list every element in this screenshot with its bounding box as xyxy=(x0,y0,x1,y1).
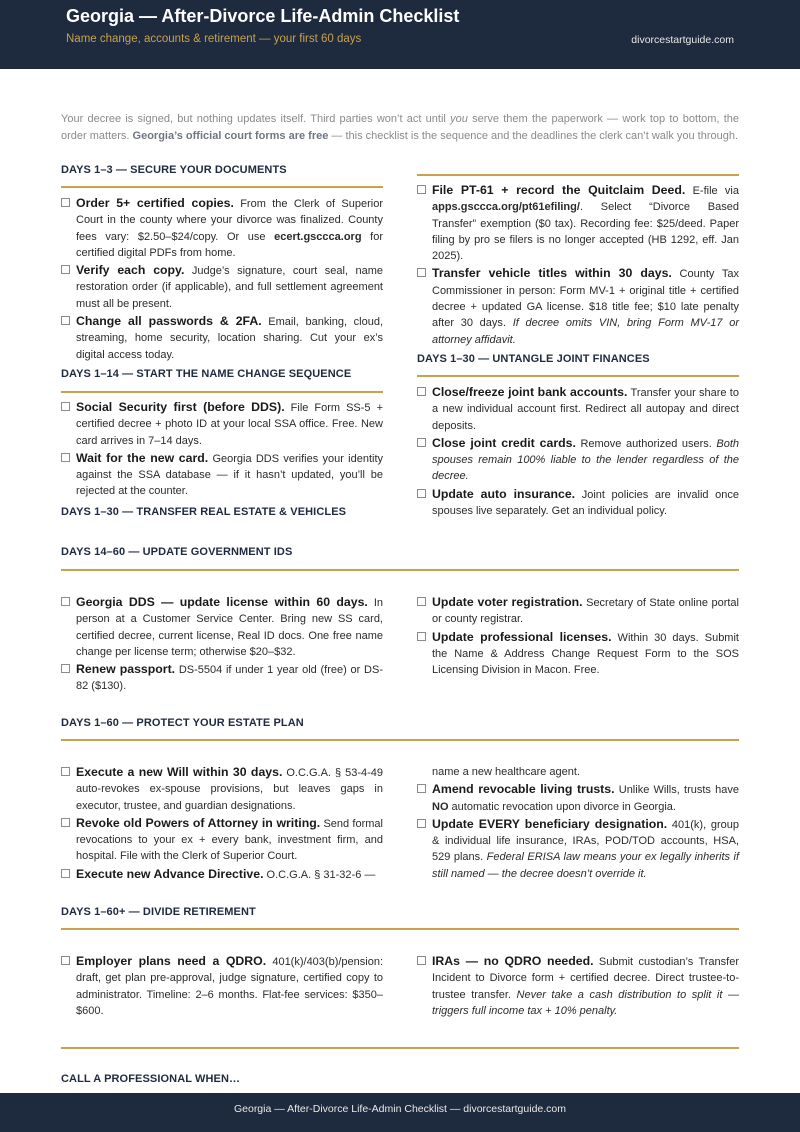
checkbox[interactable] xyxy=(61,767,70,776)
section-heading-call-professional: CALL A PROFESSIONAL WHEN… xyxy=(61,1073,241,1085)
checkbox[interactable] xyxy=(417,185,426,194)
section-divider xyxy=(61,1047,739,1049)
footer-text: Georgia — After-Divorce Life-Admin Checklist — divorcestartguide.com xyxy=(233,1103,567,1115)
section-heading-secure-documents: DAYS 1–3 — SECURE YOUR DOCUMENTS xyxy=(61,164,287,176)
checkbox[interactable] xyxy=(61,869,70,878)
checkbox[interactable] xyxy=(61,402,70,411)
item-text: O.C.G.A. § 53-4-49 auto-revokes ex-spouse provisions, but leaves gaps in executor, trustee, and guardian designations. xyxy=(76,767,383,812)
item-text: Send formal revocations to your ex + every bank, investment firm, and hospital. File with the Clerk of Superior Court. xyxy=(76,817,383,863)
section-government-ids-left xyxy=(61,594,383,696)
checkbox[interactable] xyxy=(61,316,70,325)
section-divider xyxy=(61,739,739,741)
checklist-item[interactable] xyxy=(417,182,739,264)
item-lead: Order 5+ certified copies. xyxy=(76,196,234,210)
section-divider xyxy=(417,375,739,377)
checklist-item[interactable] xyxy=(417,384,739,434)
checklist-item[interactable] xyxy=(61,815,383,865)
checkbox[interactable] xyxy=(61,597,70,606)
section-retirement-right xyxy=(417,953,739,1020)
item-text: In person at a Customer Service Center. Bring new SS card, certified decree, current license, Real ID docs. One free name change per license term; otherwise $20–$32. xyxy=(76,597,383,658)
page-title: Georgia — After-Divorce Life-Admin Checklist xyxy=(66,6,460,26)
item-text: County Tax Commissioner in person: Form MV-1 + original title + certified decree + updated GA license. $18 title fee; $10 late penalty after 30 days. xyxy=(432,268,740,330)
checkbox[interactable] xyxy=(417,489,426,498)
section-heading-retirement: DAYS 1–60+ — DIVIDE RETIREMENT xyxy=(61,906,256,918)
item-text: Within 30 days. Submit the Name & Address Change Request Form to the SOS Licensing Division in Macon. Free. xyxy=(432,631,739,677)
section-real-estate xyxy=(417,182,739,349)
intro-emphasis: you xyxy=(450,113,468,125)
checkbox[interactable] xyxy=(417,597,426,606)
item-lead: Close joint credit cards. xyxy=(432,435,576,450)
item-note: Federal ERISA law means your ex legally inherits if still named — the decree doesn’t override it. xyxy=(432,851,739,880)
item-lead: IRAs — no QDRO needed. xyxy=(432,954,594,968)
checkbox[interactable] xyxy=(417,956,426,965)
item-lead: Amend revocable living trusts. xyxy=(432,782,615,797)
item-text: Remove authorized users. xyxy=(575,437,717,450)
item-text: 401(k)/403(b)/pension: draft, get plan pre-approval, judge signature, certified copy to administrator. Timeline: 2–6 months. Flat-fee services: $350–$600. xyxy=(76,956,384,1017)
item-text: E-file via xyxy=(685,185,739,197)
checklist-item[interactable] xyxy=(61,195,383,261)
checkbox[interactable] xyxy=(61,265,70,274)
section-heading-real-estate: DAYS 1–30 — TRANSFER REAL ESTATE & VEHICLES xyxy=(61,506,347,518)
checkbox[interactable] xyxy=(61,453,70,462)
checklist-item[interactable] xyxy=(61,399,383,449)
item-lead: Execute new Advance Directive. xyxy=(76,866,264,881)
item-text: O.C.G.A. § 31-32-6 — xyxy=(263,868,376,881)
intro-text: — this checklist is the sequence and the deadlines the clerk can’t walk you through. xyxy=(328,129,739,142)
section-joint-finances xyxy=(417,384,739,520)
item-text: . Select “Divorce Based Transfer” exemption ($0 tax). Recording fee: $25/deed. Paper filing by pro se filers is no longer accepted (HB 1292, eff. Jan 2025). xyxy=(432,201,739,263)
item-lead: Change all passwords & 2FA. xyxy=(76,314,262,329)
checklist-item[interactable] xyxy=(61,764,383,814)
checklist-item[interactable] xyxy=(417,594,739,628)
section-government-ids-right xyxy=(417,594,739,679)
item-lead: File PT-61 + record the Quitclaim Deed. xyxy=(432,183,686,197)
checkbox[interactable] xyxy=(417,632,426,641)
checklist-item[interactable] xyxy=(61,953,383,1019)
checklist-item[interactable] xyxy=(417,816,739,882)
checklist-item[interactable] xyxy=(417,435,739,485)
checkbox[interactable] xyxy=(417,784,426,793)
item-text: From the Clerk of Superior Court in the county where your divorce was finalized. County fees vary: $2.50–$24/copy. Or use xyxy=(76,198,383,243)
item-bold: ecert.gsccca.org xyxy=(274,230,362,243)
intro-strong: Georgia’s official court forms are free xyxy=(132,129,329,142)
checkbox[interactable] xyxy=(61,198,70,207)
checklist-item-continued xyxy=(417,764,739,780)
site-url: divorcestartguide.com xyxy=(631,34,734,46)
section-heading-estate-plan: DAYS 1–60 — PROTECT YOUR ESTATE PLAN xyxy=(61,717,304,729)
item-lead: Update EVERY beneficiary designation. xyxy=(432,816,668,831)
checklist-item[interactable] xyxy=(61,594,383,660)
checkbox[interactable] xyxy=(417,387,426,396)
page-footer xyxy=(0,1093,800,1132)
checkbox[interactable] xyxy=(61,956,70,965)
section-estate-plan-left xyxy=(61,764,383,884)
checkbox[interactable] xyxy=(61,664,70,673)
section-divider xyxy=(61,569,739,571)
checkbox[interactable] xyxy=(61,818,70,827)
checkbox[interactable] xyxy=(417,268,426,277)
checklist-item[interactable] xyxy=(61,661,383,695)
item-text: Unlike Wills, trusts have xyxy=(614,784,739,797)
section-secure-documents xyxy=(61,195,383,364)
item-lead: Verify each copy. xyxy=(76,263,185,278)
checkbox[interactable] xyxy=(417,819,426,828)
item-text: Judge’s signature, court seal, name restoration order (if applicable), and full settlement agreement must all be present. xyxy=(76,265,383,310)
section-divider xyxy=(417,174,739,176)
item-lead: Renew passport. xyxy=(76,662,176,677)
checklist-item[interactable] xyxy=(61,313,383,363)
item-lead: Wait for the new card. xyxy=(76,450,209,465)
item-note: Never take a cash distribution to split it — triggers full income tax + 10% penalty. xyxy=(432,988,739,1017)
item-lead: Social Security first (before DDS). xyxy=(76,400,285,414)
section-divider xyxy=(61,186,383,188)
item-note: If decree omits VIN, bring Form MV-17 or attorney affidavit. xyxy=(432,317,739,346)
checklist-item[interactable] xyxy=(417,265,739,347)
item-lead: Update voter registration. xyxy=(432,595,583,609)
checklist-item[interactable] xyxy=(61,262,383,312)
item-text: name a new healthcare agent. xyxy=(432,766,580,778)
checklist-item[interactable] xyxy=(417,486,739,520)
item-lead: Transfer vehicle titles within 30 days. xyxy=(432,266,672,281)
section-heading-name-change: DAYS 1–14 — START THE NAME CHANGE SEQUENCE xyxy=(61,368,352,380)
item-bold: apps.gsccca.org/pt61efiling/ xyxy=(432,201,580,214)
checklist-item[interactable] xyxy=(61,866,383,883)
checklist-item[interactable] xyxy=(61,450,383,500)
item-lead: Execute a new Will within 30 days. xyxy=(76,765,283,779)
item-text: Submit custodian’s Transfer Incident to Divorce form + certified decree. Direct trustee-to-trustee transfer. xyxy=(432,956,739,1001)
item-text: for certified digital PDFs from home. xyxy=(76,230,383,259)
item-lead: Close/freeze joint bank accounts. xyxy=(432,385,628,399)
checklist-item[interactable] xyxy=(417,953,739,1019)
item-text: Email, banking, cloud, streaming, home security, location sharing. Cut your ex’s digital access today. xyxy=(76,316,384,361)
section-heading-government-ids: DAYS 14–60 — UPDATE GOVERNMENT IDS xyxy=(61,546,293,558)
item-bold: NO xyxy=(432,800,449,813)
item-lead: Update auto insurance. xyxy=(432,486,576,501)
item-text: automatic revocation upon divorce in Georgia. xyxy=(448,800,676,813)
item-lead: Georgia DDS — update license within 60 days. xyxy=(76,595,368,609)
page-subtitle: Name change, accounts & retirement — your first 60 days xyxy=(66,33,362,45)
section-heading-joint-finances: DAYS 1–30 — UNTANGLE JOINT FINANCES xyxy=(417,353,650,365)
item-text: Joint policies are invalid once spouses live separately. Get an individual policy. xyxy=(432,488,739,518)
intro-text: serve them the paperwork — work top to bottom, the order matters. xyxy=(61,113,739,142)
item-text: Transfer your share to a new individual account first. Redirect all autopay and direct deposits. xyxy=(432,387,739,432)
section-divider xyxy=(61,928,739,930)
intro-paragraph xyxy=(61,111,739,144)
checklist-item[interactable] xyxy=(417,781,739,815)
item-lead: Revoke old Powers of Attorney in writing. xyxy=(76,815,321,830)
checklist-item[interactable] xyxy=(417,629,739,679)
checkbox[interactable] xyxy=(417,438,426,447)
section-estate-plan-right xyxy=(417,764,739,883)
item-text: File Form SS-5 + certified decree + photo ID at your local SSA office. Free. New card arrives in 7–14 days. xyxy=(76,402,383,447)
item-lead: Employer plans need a QDRO. xyxy=(76,954,267,968)
item-note: Both spouses remain 100% liable to the lender regardless of the decree. xyxy=(432,437,740,483)
item-text: Secretary of State online portal or county registrar. xyxy=(432,597,739,626)
section-name-change xyxy=(61,399,383,501)
item-text: DS-5504 if under 1 year old (free) or DS-82 ($130). xyxy=(76,664,383,693)
page-header xyxy=(0,0,800,69)
section-retirement-left xyxy=(61,953,383,1020)
section-divider xyxy=(61,391,383,393)
item-text: Georgia DDS verifies your identity against the SSA database — if it hasn’t updated, you’ll be rejected at the counter. xyxy=(76,452,384,498)
item-lead: Update professional licenses. xyxy=(432,629,612,644)
intro-text: Your decree is signed, but nothing updates itself. Third parties won’t act until xyxy=(61,113,451,125)
item-text: 401(k), group & individual life insurance, IRAs, POD/TOD accounts, HSA, 529 plans. xyxy=(432,818,739,864)
